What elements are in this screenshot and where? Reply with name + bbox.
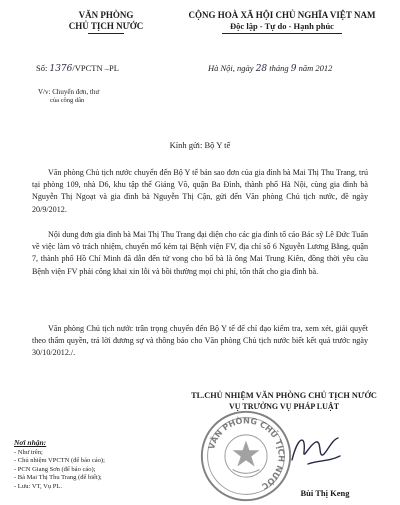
recipients-block — [14, 439, 164, 492]
subject-line2: của công dân — [50, 97, 85, 104]
issue-month: 9 — [290, 64, 297, 74]
salutation: Kính gửi: Bộ Y tế — [169, 140, 231, 150]
recipient-item: - Chủ nhiệm VPCTN (để báo cáo); — [14, 457, 164, 466]
subject-line1: V/v: Chuyển đơn, thư — [38, 88, 100, 96]
signer-title-line2: VỤ TRƯỞNG VỤ PHÁP LUẬT — [228, 402, 340, 411]
recipients-title: Nơi nhận: — [14, 438, 47, 447]
issuer-underline — [88, 33, 124, 34]
seal-text: VĂN PHÒNG CHỦ TỊCH NƯỚC — [206, 415, 287, 492]
body-paragraph-1: Văn phòng Chủ tịch nước chuyển đến Bộ Y tế bản sao đơn của gia đình bà Mai Thị Thu Trang, trú tại phòng 109, nhà D6, khu tập thể Giảng Võ, quận Ba Đình, thành phố Hà Nội, cùng gia đình bà Nguyễn Thị Ngoạt và gia đình bà Nguyễn Thị Cận, gửi đến Văn phòng Chủ tịch nước, đề ngày 20/9/2012. — [32, 168, 368, 214]
recipient-item: - Bà Mai Thị Thu Trang (để biết); — [14, 474, 164, 483]
recipient-item: - Lưu: VT, Vụ PL. — [14, 483, 164, 492]
document-number-suffix: /VPCTN –PL — [72, 63, 119, 73]
issue-month-label: tháng — [267, 63, 291, 73]
handwritten-signature — [288, 430, 344, 470]
issue-date — [208, 63, 332, 74]
issue-place: Hà Nội, ngày — [208, 63, 256, 73]
issuer-name-line1: VĂN PHÒNG — [78, 10, 134, 20]
document-number-label: Số: — [36, 63, 48, 73]
body-paragraph-2: Nội dung đơn gia đình bà Mai Thị Thu Trang đại diện cho các gia đình tố cáo Bác sỹ Lê Đức Tuấn về việc làm vô trách nhiệm, chuyển mổ kém tại Bệnh viện FV, địa chỉ số 6 Nguyễn Lương Bằng, quận 7, thành phố Hồ Chí Minh đã dẫn đến tử vong cho bố bà là ông Mai Trung Kiên, đồng thời yêu cầu Bệnh viện FV phải công khai xin lỗi và bồi thường mọi chi phí, tổn thất cho gia đình bà. — [32, 230, 368, 276]
issuer-name-line2: CHỦ TỊCH NƯỚC — [68, 21, 144, 31]
recipient-item: - Như trên; — [14, 449, 164, 458]
signer-name: Bùi Thị Keng — [300, 488, 350, 498]
motto-underline — [222, 33, 342, 34]
document-number-value: 1376 — [49, 64, 73, 74]
document-number — [36, 63, 119, 74]
national-motto: Độc lập - Tự do - Hạnh phúc — [230, 21, 334, 31]
body-paragraph-3: Văn phòng Chủ tịch nước trân trọng chuyển đến Bộ Y tế để chỉ đạo kiểm tra, xem xét, giải quyết theo thẩm quyền, trả lời đương sự và thông báo cho Văn phòng Chủ tịch nước biết kết quả trước ngày 30/10/2012./. — [32, 324, 368, 358]
recipient-item: - PCN Giang Sơn (để báo cáo); — [14, 466, 164, 475]
signer-title-line1: TL.CHỦ NHIỆM VĂN PHÒNG CHỦ TỊCH NƯỚC — [191, 391, 377, 400]
issue-day: 28 — [255, 64, 268, 74]
recipients-list — [14, 449, 164, 492]
issue-year: năm 2012 — [296, 63, 333, 73]
country-name: CỘNG HOÀ XÃ HỘI CHỦ NGHĨA VIỆT NAM — [188, 10, 376, 20]
